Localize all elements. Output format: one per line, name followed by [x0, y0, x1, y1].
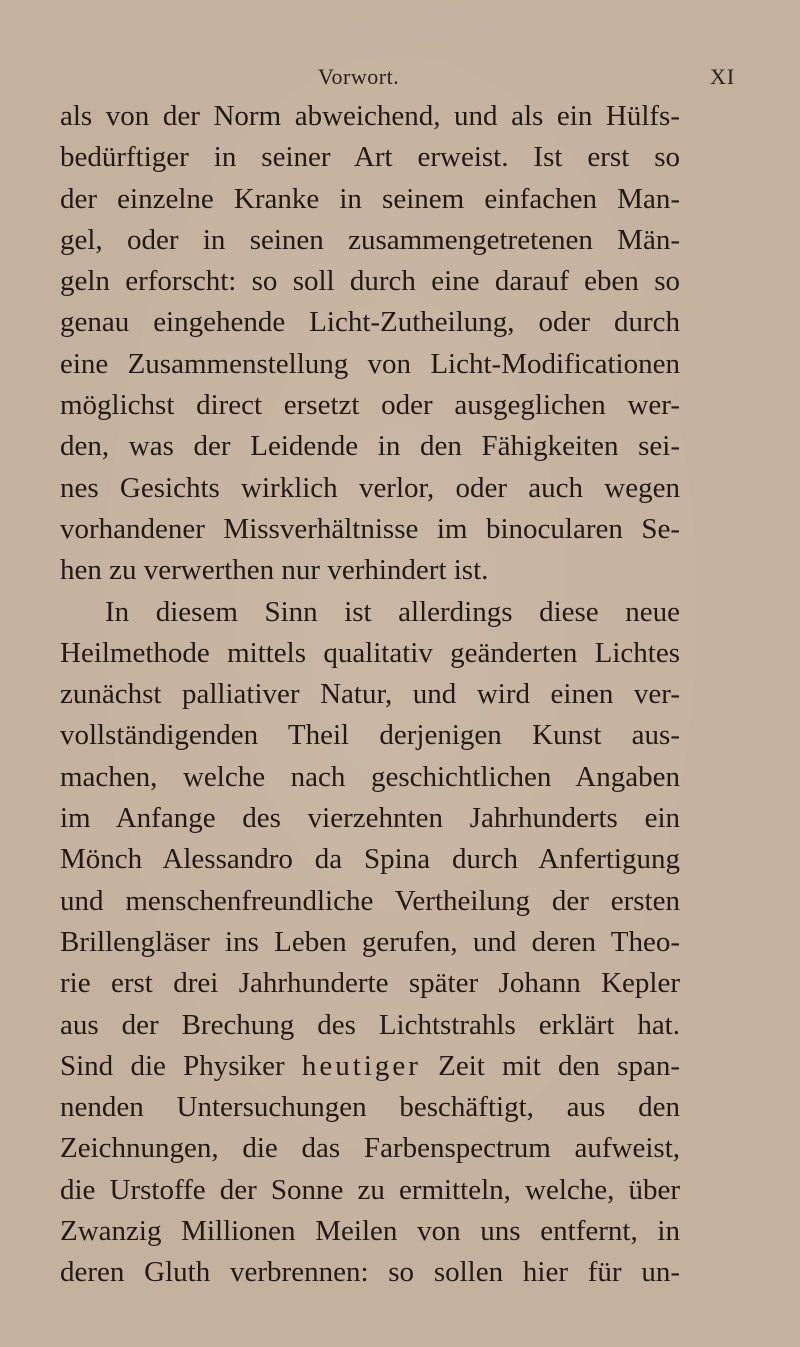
text-line: im Anfange des vierzehnten Jahrhunderts ein: [60, 802, 680, 835]
spaced-emphasis-word: heutiger: [301, 1049, 421, 1082]
text-line-with-emphasis: [60, 1046, 680, 1087]
text-line: den, was der Leidende in den Fähigkeiten sei-: [60, 430, 680, 463]
text-line: hen zu verwerthen nur verhindert ist.: [60, 554, 489, 587]
text-line: vorhandener Missverhältnisse im binocularen Se-: [60, 512, 680, 545]
text-line: nenden Untersuchungen beschäftigt, aus den: [60, 1091, 680, 1124]
text-line: zunächst palliativer Natur, und wird einen ver-: [60, 678, 680, 711]
body-text: [60, 96, 680, 1294]
text-line: eine Zusammenstellung von Licht-Modificationen: [60, 347, 680, 380]
page-header: [0, 64, 800, 94]
text-line: die Urstoffe der Sonne zu ermitteln, welche, über: [60, 1173, 680, 1206]
text-line: deren Gluth verbrennen: so sollen hier für un-: [60, 1256, 680, 1289]
text-line: nes Gesichts wirklich verlor, oder auch wegen: [60, 471, 680, 504]
text-line: geln erforscht: so soll durch eine darauf eben so: [60, 265, 680, 298]
text-line: vollständigenden Theil derjenigen Kunst aus-: [60, 719, 680, 752]
text-line: möglichst direct ersetzt oder ausgeglichen wer-: [60, 389, 680, 422]
text-line: und menschenfreundliche Vertheilung der ersten: [60, 884, 680, 917]
paragraph-start-line: In diesem Sinn ist allerdings diese neue: [105, 595, 680, 628]
text-line: bedürftiger in seiner Art erweist. Ist erst so: [60, 141, 680, 174]
page-number: XI: [710, 64, 736, 89]
text-line: Zeichnungen, die das Farbenspectrum aufweist,: [60, 1132, 680, 1165]
text-line: aus der Brechung des Lichtstrahls erklärt hat.: [60, 1008, 680, 1041]
text-line: der einzelne Kranke in seinem einfachen Man-: [60, 182, 680, 215]
text-line: gel, oder in seinen zusammengetretenen Män-: [60, 223, 680, 256]
emphasis-before: Sind die Physiker: [60, 1049, 302, 1082]
text-line: Heilmethode mittels qualitativ geänderten Lichtes: [60, 636, 680, 669]
emphasis-after: Zeit mit den span-: [420, 1049, 680, 1082]
text-line: Zwanzig Millionen Meilen von uns entfernt, in: [60, 1215, 680, 1248]
text-line: genau eingehende Licht-Zutheilung, oder durch: [60, 306, 680, 339]
text-line: Mönch Alessandro da Spina durch Anfertigung: [60, 843, 680, 876]
text-line: rie erst drei Jahrhunderte später Johann Kepler: [60, 967, 680, 1000]
running-head: Vorwort.: [318, 64, 400, 89]
text-line: machen, welche nach geschichtlichen Angaben: [60, 760, 680, 793]
text-line: Brillengläser ins Leben gerufen, und deren Theo-: [60, 925, 680, 958]
text-line: als von der Norm abweichend, und als ein Hülfs-: [60, 100, 680, 132]
